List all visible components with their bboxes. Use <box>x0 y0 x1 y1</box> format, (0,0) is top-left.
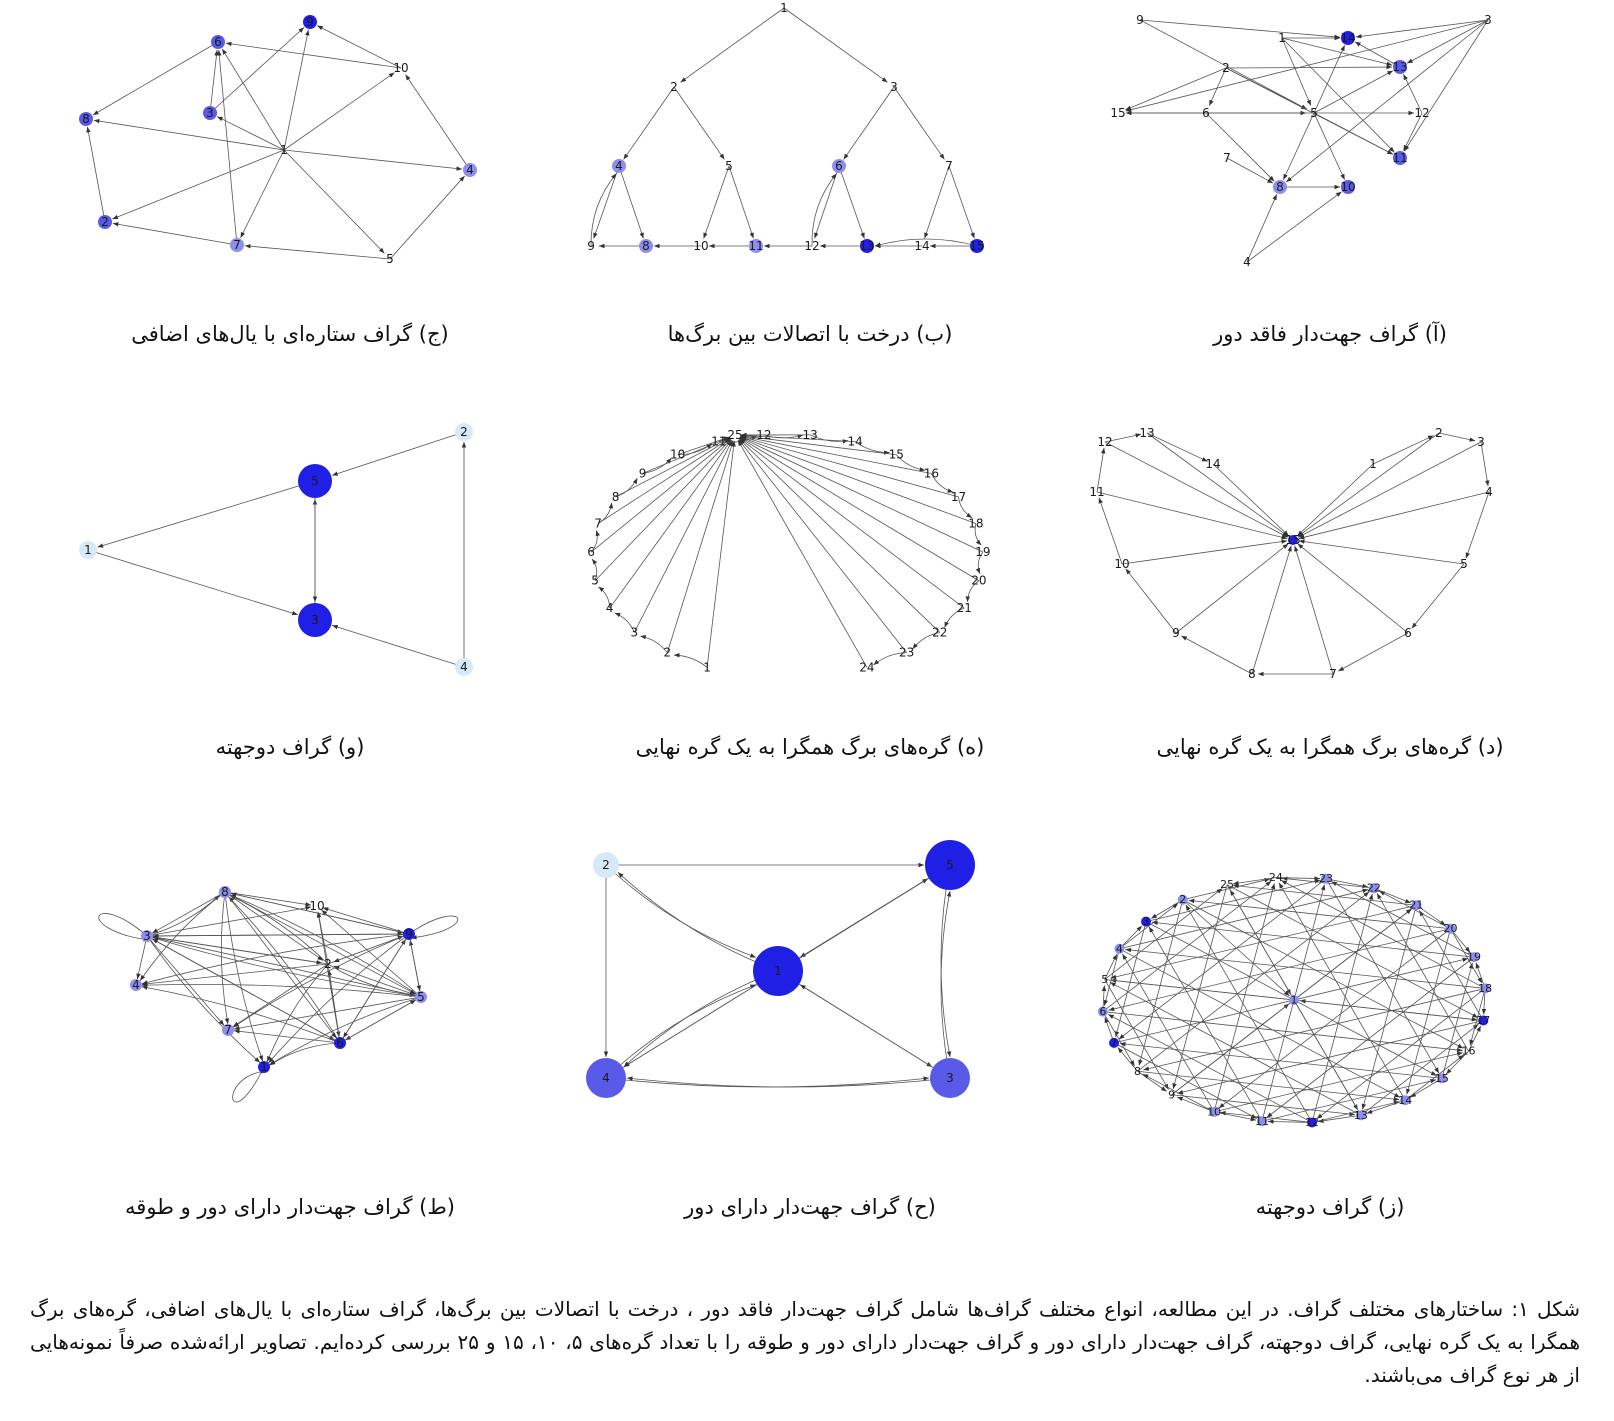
edge-a-7-8-32 <box>1227 158 1273 183</box>
node-label-b-13: 13 <box>859 239 875 253</box>
node-label-i-3: 3 <box>143 929 151 943</box>
edge-g-15-19 <box>1442 963 1472 1078</box>
node-label-d-6: 6 <box>1404 626 1412 640</box>
edge-d-6-7-19 <box>1338 633 1408 671</box>
node-label-e-16: 16 <box>923 466 940 481</box>
node-label-e-13: 13 <box>802 427 818 442</box>
edge-f-1-3-1 <box>88 550 298 615</box>
edge-d-10-15-9 <box>1122 541 1287 564</box>
graph-h <box>590 840 1030 1140</box>
edge-i-6-3 <box>152 939 340 1043</box>
node-label-g-2: 2 <box>1179 893 1187 907</box>
node-label-g-17: 17 <box>1476 1014 1491 1028</box>
node-label-e-17: 17 <box>950 489 967 504</box>
edge-c-1-7-5 <box>241 150 284 238</box>
node-label-e-5: 5 <box>591 573 599 588</box>
node-label-g-9: 9 <box>1168 1088 1176 1102</box>
node-label-a-2: 2 <box>1222 61 1230 75</box>
edge-i-5-1 <box>269 997 421 1065</box>
edge-e-4-25 <box>610 440 732 608</box>
edge-b-3-6-4 <box>844 87 894 159</box>
edge-f-4-3-5 <box>332 625 464 667</box>
edge-a-5-10-24 <box>1314 113 1345 180</box>
edge-d-14-15-13 <box>1213 464 1289 536</box>
node-label-e-9: 9 <box>638 466 647 481</box>
panel-g-bidirectional <box>1099 860 1550 1160</box>
node-label-f-4: 4 <box>460 660 468 674</box>
node-label-i-6: 6 <box>336 1036 344 1050</box>
edge-i-8-3 <box>152 892 225 933</box>
panel-f-bidirectional <box>70 420 510 710</box>
edge-h-3-4-14 <box>627 1078 950 1087</box>
self-loop-i-9 <box>409 916 458 938</box>
edge-d-9-10-22 <box>1126 569 1176 633</box>
figure-caption: شکل ۱: ساختارهای مختلف گراف. در این مطالعه، انواع مختلف گراف‌ها شامل گراف جهت‌دار فاقد دور ، درخت با اتصالات بین برگ‌ها، گراف ستاره‌ای با یال‌های اضافی، گره‌های برگ همگرا به یک گره نهایی، گراف دوجهته، گراف جهت‌دار دارای دور و گراف جهت‌دار دارای دور و طوقه را با تعداد گره‌های ۵، ۱۰، ۱۵ و ۲۵ بررسی کرده‌ایم. تصاویر ارائه‌شده صرفاً نمونه‌هایی از هر نوع گراف می‌باشند. <box>30 1297 1581 1387</box>
edge-e-22-25 <box>739 439 939 632</box>
node-label-h-3: 3 <box>946 1071 954 1085</box>
edge-d-2-3-15 <box>1439 433 1475 441</box>
edge-h-4-3-15 <box>606 1078 929 1087</box>
node-label-d-2: 2 <box>1435 426 1443 440</box>
caption-i: (ط) گراف جهت‌دار دارای دور و طوقه <box>125 1195 455 1219</box>
edge-c-1-2-0 <box>112 150 284 219</box>
edge-b-3-7-5 <box>894 87 944 159</box>
caption-e: (ه) گره‌های برگ همگرا به یک گره نهایی <box>635 735 985 759</box>
edge-c-5-7-9 <box>245 246 390 259</box>
node-label-d-1: 1 <box>1369 457 1377 471</box>
edge-i-6-1 <box>270 1043 340 1065</box>
node-label-a-3: 3 <box>1484 13 1492 27</box>
node-label-a-5: 5 <box>1310 106 1318 120</box>
caption-c: (ج) گراف ستاره‌ای با یال‌های اضافی <box>131 322 449 346</box>
edge-d-1-15-0 <box>1297 464 1373 536</box>
edge-i-3-2 <box>147 936 322 963</box>
node-label-d-3: 3 <box>1477 435 1485 449</box>
edge-d-1-2-14 <box>1373 436 1434 464</box>
edge-a-2-13-14 <box>1226 67 1392 68</box>
edge-g-2-3 <box>1151 900 1183 919</box>
edge-g-3-7 <box>1116 922 1146 1037</box>
edge-i-3-7 <box>147 936 224 1025</box>
edge-g-2-16 <box>1183 900 1463 1049</box>
node-label-d-9: 9 <box>1172 626 1180 640</box>
node-label-h-1: 1 <box>774 964 782 978</box>
node-label-b-12: 12 <box>804 239 820 253</box>
node-label-b-10: 10 <box>693 239 709 253</box>
edge-g-8-22 <box>1137 892 1369 1071</box>
panel-c-star <box>70 0 510 290</box>
node-label-e-7: 7 <box>594 516 602 531</box>
node-label-b-9: 9 <box>587 239 595 253</box>
node-label-e-23: 23 <box>899 645 915 660</box>
node-label-a-12: 12 <box>1414 106 1430 120</box>
node-label-g-3: 3 <box>1142 915 1150 929</box>
panel-i-cyclic-loops <box>70 860 510 1160</box>
node-label-h-4: 4 <box>602 1071 610 1085</box>
node-label-g-22: 22 <box>1366 881 1381 895</box>
edge-c-3-6-13 <box>210 50 217 113</box>
node-label-i-5: 5 <box>417 990 425 1004</box>
edge-e-1-2 <box>674 655 707 667</box>
edge-b-2-5-3 <box>674 87 724 159</box>
node-label-e-25: 25 <box>727 428 743 442</box>
node-label-i-4: 4 <box>132 978 140 992</box>
node-label-a-1: 1 <box>1278 31 1286 45</box>
edge-c-1-5-3 <box>284 150 384 253</box>
node-label-e-12: 12 <box>756 427 772 442</box>
node-label-g-25: 25 <box>1220 878 1235 892</box>
node-label-g-16: 16 <box>1461 1044 1476 1058</box>
node-label-h-2: 2 <box>602 858 610 872</box>
edge-h-5-3-12 <box>941 865 950 1057</box>
edge-a-9-14-0 <box>1140 20 1340 37</box>
node-label-c-5: 5 <box>386 252 394 266</box>
edge-d-5-15-4 <box>1299 541 1464 564</box>
node-label-e-20: 20 <box>971 573 987 588</box>
node-label-g-21: 21 <box>1409 898 1424 912</box>
edge-d-9-15-8 <box>1176 544 1288 633</box>
edge-a-1-13-8 <box>1282 38 1392 65</box>
node-label-b-8: 8 <box>642 239 650 253</box>
node-label-a-6: 6 <box>1202 106 1210 120</box>
node-label-d-12: 12 <box>1097 435 1113 449</box>
graph-i <box>70 860 510 1160</box>
edge-d-5-6-18 <box>1412 564 1464 628</box>
node-label-c-4: 4 <box>466 163 474 177</box>
edge-b-4-8-6 <box>619 166 643 238</box>
node-label-a-4: 4 <box>1243 255 1251 269</box>
edge-i-3-1 <box>147 936 260 1063</box>
node-label-e-24: 24 <box>859 660 875 675</box>
edge-e-9-10 <box>643 458 672 473</box>
node-label-e-21: 21 <box>956 601 972 616</box>
edge-b-1-3-1 <box>784 8 888 82</box>
node-label-g-14: 14 <box>1398 1093 1413 1107</box>
node-label-e-14: 14 <box>847 434 863 449</box>
edge-a-4-8-29 <box>1247 194 1277 262</box>
node-label-f-3: 3 <box>311 613 319 627</box>
edge-a-1-11-9 <box>1282 38 1394 152</box>
panel-e-converge <box>587 420 1030 710</box>
edge-i-9-2 <box>334 934 409 962</box>
edge-b-6-13-11 <box>839 166 864 238</box>
edge-d-13-14-26 <box>1147 433 1208 461</box>
node-label-a-14: 14 <box>1340 31 1356 45</box>
edge-i-6-5 <box>340 1000 416 1043</box>
caption-h: (ح) گراف جهت‌دار دارای دور <box>684 1195 936 1219</box>
node-label-i-9: 9 <box>405 927 413 941</box>
node-label-f-2: 2 <box>460 425 468 439</box>
node-label-g-12: 12 <box>1305 1115 1320 1129</box>
node-label-d-5: 5 <box>1460 557 1468 571</box>
edge-g-6-16 <box>1103 1012 1463 1051</box>
node-label-c-7: 7 <box>233 238 241 252</box>
node-label-i-1: 1 <box>260 1060 268 1074</box>
edge-d-6-15-5 <box>1298 544 1408 633</box>
node-label-h-5: 5 <box>946 858 954 872</box>
node-label-f-5: 5 <box>311 474 319 488</box>
node-label-i-2: 2 <box>324 957 332 971</box>
node-label-e-10: 10 <box>670 447 686 462</box>
graph-a <box>1110 0 1550 290</box>
edge-a-3-11-6 <box>1404 20 1488 151</box>
graph-f <box>70 420 510 710</box>
edge-g-19-23 <box>1331 882 1474 958</box>
node-label-g-8: 8 <box>1133 1064 1141 1078</box>
node-label-c-6: 6 <box>214 35 222 49</box>
node-label-a-15: 15 <box>1110 106 1126 120</box>
edge-a-2-15-12 <box>1125 68 1226 110</box>
node-label-g-18: 18 <box>1478 981 1493 995</box>
node-label-a-9: 9 <box>1136 13 1144 27</box>
node-label-b-2: 2 <box>670 80 678 94</box>
node-label-e-22: 22 <box>932 625 948 640</box>
edge-a-3-13-3 <box>1407 20 1488 63</box>
node-label-a-11: 11 <box>1392 151 1408 165</box>
edge-c-4-10-19 <box>405 75 470 170</box>
edge-b-2-4-2 <box>624 87 674 159</box>
edge-f-5-1-0 <box>98 481 315 547</box>
node-label-c-1: 1 <box>280 143 288 157</box>
edge-b-6-12-10 <box>815 166 839 238</box>
edge-c-7-6-14 <box>219 50 237 245</box>
node-label-e-15: 15 <box>888 447 904 462</box>
edge-c-7-2-10 <box>113 223 237 245</box>
edge-d-13-15-12 <box>1147 433 1288 536</box>
node-label-d-14: 14 <box>1205 457 1221 471</box>
node-label-b-5: 5 <box>725 159 733 173</box>
edge-c-1-8-6 <box>94 120 284 150</box>
panel-b-tree <box>587 0 1030 290</box>
graph-c <box>70 0 510 290</box>
node-label-d-13: 13 <box>1139 426 1155 440</box>
edge-e-23-25 <box>739 440 907 653</box>
node-label-b-7: 7 <box>945 159 953 173</box>
edge-i-5-10 <box>322 910 421 997</box>
edge-b-5-11-9 <box>729 166 753 238</box>
edge-c-1-10-8 <box>284 73 394 150</box>
edge-c-1-4-2 <box>284 150 462 169</box>
node-label-g-6: 6 <box>1099 1005 1107 1019</box>
node-label-e-18: 18 <box>968 516 984 531</box>
edge-d-2-15-1 <box>1298 433 1439 536</box>
node-label-g-5: 5 <box>1101 972 1109 986</box>
node-label-g-15: 15 <box>1434 1071 1449 1085</box>
node-label-f-1: 1 <box>84 543 92 557</box>
node-label-e-1: 1 <box>703 660 711 675</box>
edge-d-8-9-21 <box>1181 636 1252 674</box>
node-label-e-19: 19 <box>975 545 991 560</box>
node-label-b-4: 4 <box>615 159 623 173</box>
edge-f-2-5-4 <box>332 432 464 475</box>
edge-g-4-14 <box>1119 949 1399 1098</box>
node-label-b-14: 14 <box>914 239 930 253</box>
edge-e-7-25 <box>598 438 730 523</box>
node-label-g-19: 19 <box>1466 950 1481 964</box>
graph-d <box>1089 420 1550 710</box>
edge-a-6-8-17 <box>1206 113 1274 181</box>
panel-a-dag <box>1110 0 1550 290</box>
edge-e-19-25 <box>740 438 982 552</box>
node-label-d-15: 15 <box>1285 533 1301 547</box>
edge-b-7-15-13 <box>949 166 974 238</box>
edge-d-8-15-7 <box>1252 546 1291 674</box>
caption-d: (د) گره‌های برگ همگرا به یک گره نهایی <box>1156 735 1504 759</box>
edge-d-10-11-23 <box>1099 498 1122 564</box>
node-label-g-4: 4 <box>1115 942 1123 956</box>
edge-b-1-2-0 <box>680 8 784 82</box>
node-label-g-13: 13 <box>1353 1108 1368 1122</box>
node-label-c-2: 2 <box>101 215 109 229</box>
node-label-b-6: 6 <box>835 159 843 173</box>
node-label-g-1: 1 <box>1290 993 1298 1007</box>
node-label-d-10: 10 <box>1114 557 1130 571</box>
panel-d-converge <box>1089 420 1550 710</box>
node-label-i-8: 8 <box>221 885 229 899</box>
edge-i-6-4 <box>142 987 340 1043</box>
node-label-e-4: 4 <box>605 601 614 616</box>
edge-a-3-8-5 <box>1286 20 1488 182</box>
node-label-g-10: 10 <box>1207 1105 1222 1119</box>
node-label-e-11: 11 <box>711 434 727 449</box>
panel-h-cyclic <box>590 840 1030 1140</box>
graph-g <box>1099 860 1550 1160</box>
node-label-c-8: 8 <box>82 112 90 126</box>
node-label-c-3: 3 <box>206 106 214 120</box>
node-label-b-1: 1 <box>780 1 788 15</box>
edge-b-4-9-7 <box>594 166 619 238</box>
edge-c-1-9-7 <box>284 30 308 150</box>
edge-b-5-10-8 <box>704 166 729 238</box>
edge-c-10-6-17 <box>226 43 401 68</box>
node-label-b-3: 3 <box>890 80 898 94</box>
node-label-b-11: 11 <box>748 239 764 253</box>
node-label-c-9: 9 <box>306 15 314 29</box>
node-label-d-7: 7 <box>1329 667 1337 681</box>
node-label-a-13: 13 <box>1392 60 1408 74</box>
caption-b: (ب) درخت با اتصالات بین برگ‌ها <box>667 322 953 346</box>
edge-e-21-25 <box>740 439 967 608</box>
edge-i-9-3 <box>153 934 409 936</box>
edge-h-3-1-7 <box>800 985 950 1078</box>
edge-g-20-10 <box>1219 929 1451 1108</box>
edge-d-7-15-6 <box>1295 546 1333 674</box>
caption-f: (و) گراف دوجهته <box>215 735 365 759</box>
edge-d-4-5-17 <box>1466 492 1489 558</box>
edge-e-5-25 <box>595 439 731 580</box>
edge-g-21-5 <box>1111 905 1417 978</box>
edge-c-5-4-18 <box>390 176 465 259</box>
node-label-e-2: 2 <box>663 645 672 660</box>
node-label-a-10: 10 <box>1340 180 1356 194</box>
node-label-g-11: 11 <box>1254 1114 1269 1128</box>
edge-a-5-13-20 <box>1314 71 1393 113</box>
node-label-d-8: 8 <box>1248 667 1256 681</box>
caption-g: (ز) گراف دوجهته <box>1255 1195 1405 1219</box>
node-label-d-4: 4 <box>1485 485 1493 499</box>
node-label-g-23: 23 <box>1319 872 1334 886</box>
node-label-g-20: 20 <box>1443 922 1458 936</box>
edge-b-7-14-12 <box>925 166 949 238</box>
edge-a-3-15-4 <box>1126 20 1488 111</box>
graph-b <box>587 0 1030 290</box>
node-label-d-11: 11 <box>1089 485 1105 499</box>
node-label-a-8: 8 <box>1276 180 1284 194</box>
edge-a-4-10-30 <box>1247 192 1342 262</box>
edge-h-2-1-2 <box>606 865 756 957</box>
node-label-c-10: 10 <box>393 61 409 75</box>
node-label-e-6: 6 <box>587 545 595 560</box>
edge-h-1-2-3 <box>618 872 778 971</box>
edge-i-9-5 <box>409 934 420 991</box>
edge-a-3-14-2 <box>1356 20 1488 37</box>
node-label-b-15: 15 <box>969 239 985 253</box>
edge-a-5-11-23 <box>1314 113 1393 154</box>
node-label-a-7: 7 <box>1223 151 1231 165</box>
edge-a-5-14-21 <box>1314 45 1345 113</box>
node-label-e-8: 8 <box>611 489 620 504</box>
graph-e <box>587 420 1030 710</box>
node-label-e-3: 3 <box>630 625 639 640</box>
edge-a-5-8-25 <box>1283 113 1314 180</box>
edge-e-3-25 <box>634 440 732 632</box>
edge-g-18-4 <box>1125 949 1485 988</box>
caption-a: (آ) گراف جهت‌دار فاقد دور <box>1213 322 1447 346</box>
edge-a-1-5-10 <box>1282 38 1311 106</box>
edge-i-6-10 <box>318 912 340 1043</box>
node-label-i-7: 7 <box>224 1023 232 1037</box>
node-label-i-10: 10 <box>309 899 325 913</box>
edge-g-18-8 <box>1143 988 1485 1069</box>
node-label-g-24: 24 <box>1268 871 1283 885</box>
edge-e-24-25 <box>738 440 867 667</box>
edge-e-1-25 <box>707 441 734 667</box>
node-label-g-7: 7 <box>1110 1036 1118 1050</box>
edge-i-9-10 <box>323 908 409 934</box>
edge-c-2-8-11 <box>87 127 105 222</box>
edge-c-6-8-12 <box>93 42 218 115</box>
